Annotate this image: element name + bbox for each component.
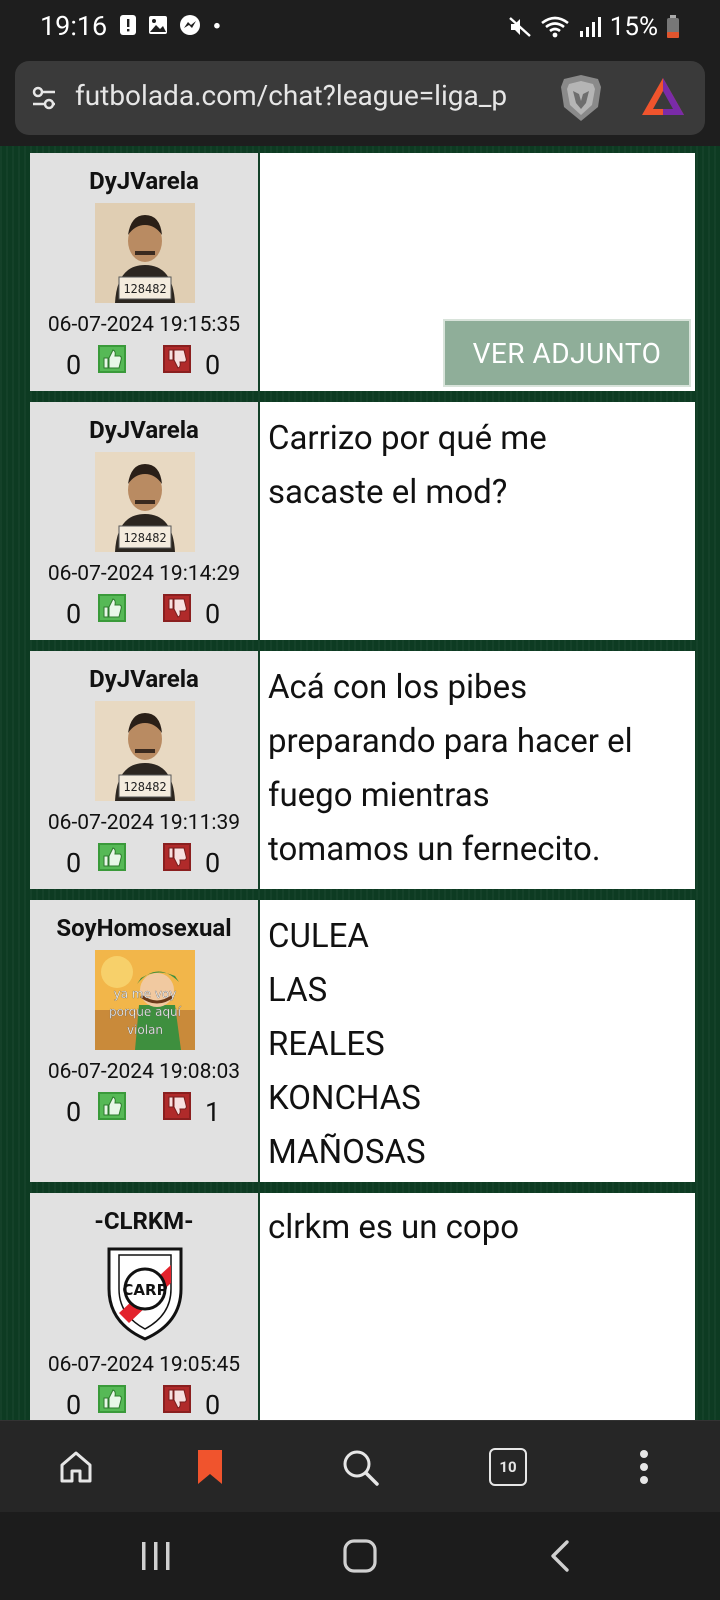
username[interactable]: DyJVarela: [89, 167, 199, 195]
username[interactable]: DyJVarela: [89, 665, 199, 693]
message-meta: [30, 900, 258, 1182]
brave-rewards-icon[interactable]: [640, 75, 686, 119]
message-timestamp: 06-07-2024 19:08:03: [47, 1060, 241, 1084]
chat-message: [30, 153, 695, 391]
like-count: 0: [66, 1389, 82, 1420]
url-text[interactable]: futbolada.com/chat?league=liga_p: [75, 79, 508, 112]
chat-message: [30, 900, 695, 1182]
home-button[interactable]: [52, 1443, 100, 1491]
status-right: [508, 12, 680, 42]
vote-row: [30, 843, 258, 879]
message-meta: [30, 402, 258, 640]
recent-apps-button[interactable]: [134, 1534, 178, 1578]
more-notifications-dot-icon: [212, 14, 226, 36]
bookmarks-button[interactable]: [186, 1443, 234, 1491]
message-body: [260, 651, 695, 889]
menu-button[interactable]: [620, 1443, 668, 1491]
view-attachment-button[interactable]: VER ADJUNTO: [443, 319, 691, 387]
bookmark-icon: [195, 1447, 225, 1487]
tabs-button[interactable]: [484, 1443, 532, 1491]
thumbs-up-icon[interactable]: [98, 345, 126, 373]
wifi-icon: [540, 15, 570, 39]
message-timestamp: 06-07-2024 19:05:45: [47, 1353, 241, 1377]
tab-count: 10: [489, 1448, 527, 1486]
recent-apps-icon: [138, 1539, 174, 1573]
message-text: CULEA LAS REALES KONCHAS MAÑOSAS: [268, 917, 426, 1172]
home-icon: [56, 1447, 96, 1487]
back-chevron-icon: [547, 1538, 573, 1574]
like-count: 0: [66, 349, 82, 381]
user-avatar-meme: [95, 950, 195, 1050]
dislike-count: 0: [205, 349, 221, 381]
thumbs-down-icon[interactable]: [163, 1385, 191, 1413]
crest-letters: CARP: [122, 1281, 168, 1299]
user-avatar-river-plate-crest: [95, 1243, 195, 1343]
mugshot-number: 128482: [123, 282, 167, 296]
brave-shields-icon[interactable]: [558, 73, 604, 123]
message-text: clrkm es un copo: [268, 1208, 520, 1247]
home-circle-icon: [341, 1537, 379, 1575]
message-body: [260, 402, 695, 640]
battery-percent: 15%: [609, 12, 658, 42]
user-avatar-mugshot: [95, 701, 195, 801]
dislike-count: 1: [205, 1096, 221, 1128]
browser-toolbar: [0, 56, 720, 146]
mugshot-number: 128482: [123, 780, 167, 794]
system-navigation-bar: [0, 1512, 720, 1600]
alert-notification-icon: [118, 14, 138, 36]
home-nav-button[interactable]: [338, 1534, 382, 1578]
thumbs-up-icon[interactable]: [98, 594, 126, 622]
site-settings-icon[interactable]: [29, 83, 59, 113]
vote-row: [30, 1385, 258, 1420]
message-timestamp: 06-07-2024 19:14:29: [47, 562, 241, 586]
vote-row: [30, 594, 258, 630]
user-avatar-mugshot: [95, 452, 195, 552]
message-body: [260, 900, 695, 1182]
thumbs-down-icon[interactable]: [163, 345, 191, 373]
svg-text:porque aquí: porque aquí: [108, 1005, 182, 1019]
more-vertical-icon: [638, 1449, 650, 1485]
message-body: [260, 1193, 695, 1420]
search-icon: [339, 1446, 381, 1488]
message-timestamp: 06-07-2024 19:11:39: [47, 811, 241, 835]
notification-icons: [118, 14, 226, 36]
dislike-count: 0: [205, 847, 221, 879]
vote-row: [30, 345, 258, 381]
chat-page: [0, 146, 720, 1420]
thumbs-up-icon[interactable]: [98, 1092, 126, 1120]
chat-message: [30, 1193, 695, 1420]
message-meta: [30, 651, 258, 889]
message-meta: [30, 1193, 258, 1420]
like-count: 0: [66, 598, 82, 630]
thumbs-down-icon[interactable]: [163, 843, 191, 871]
gallery-notification-icon: [148, 14, 168, 36]
thumbs-up-icon[interactable]: [98, 1385, 126, 1413]
message-text: Carrizo por qué me sacaste el mod?: [268, 419, 547, 512]
svg-text:violan: violan: [126, 1023, 164, 1037]
message-body: [260, 153, 695, 391]
signal-icon: [578, 15, 602, 39]
search-button[interactable]: [336, 1443, 384, 1491]
username[interactable]: SoyHomosexual: [56, 914, 232, 942]
messenger-notification-icon: [178, 14, 202, 36]
message-timestamp: 06-07-2024 19:15:35: [47, 313, 241, 337]
mugshot-number: 128482: [123, 531, 167, 545]
user-avatar-mugshot: [95, 203, 195, 303]
back-button[interactable]: [538, 1534, 582, 1578]
dislike-count: 0: [205, 598, 221, 630]
username[interactable]: -CLRKM-: [94, 1207, 194, 1235]
like-count: 0: [66, 847, 82, 879]
username[interactable]: DyJVarela: [89, 416, 199, 444]
thumbs-down-icon[interactable]: [163, 594, 191, 622]
chat-message: [30, 651, 695, 889]
like-count: 0: [66, 1096, 82, 1128]
thumbs-down-icon[interactable]: [163, 1092, 191, 1120]
browser-bottom-bar: [0, 1420, 720, 1513]
thumbs-up-icon[interactable]: [98, 843, 126, 871]
message-meta: [30, 153, 258, 391]
dislike-count: 0: [205, 1389, 221, 1420]
status-time: 19:16: [40, 10, 108, 42]
vote-row: [30, 1092, 258, 1128]
battery-icon: [666, 15, 680, 39]
svg-text:ya me voy: ya me voy: [113, 987, 177, 1001]
address-bar[interactable]: [15, 61, 705, 135]
status-bar: [0, 0, 720, 56]
message-text: Acá con los pibes preparando para hacer el fuego mientras tomamos un fernecito.: [268, 668, 633, 869]
chat-message: [30, 402, 695, 640]
mute-icon: [508, 15, 532, 39]
